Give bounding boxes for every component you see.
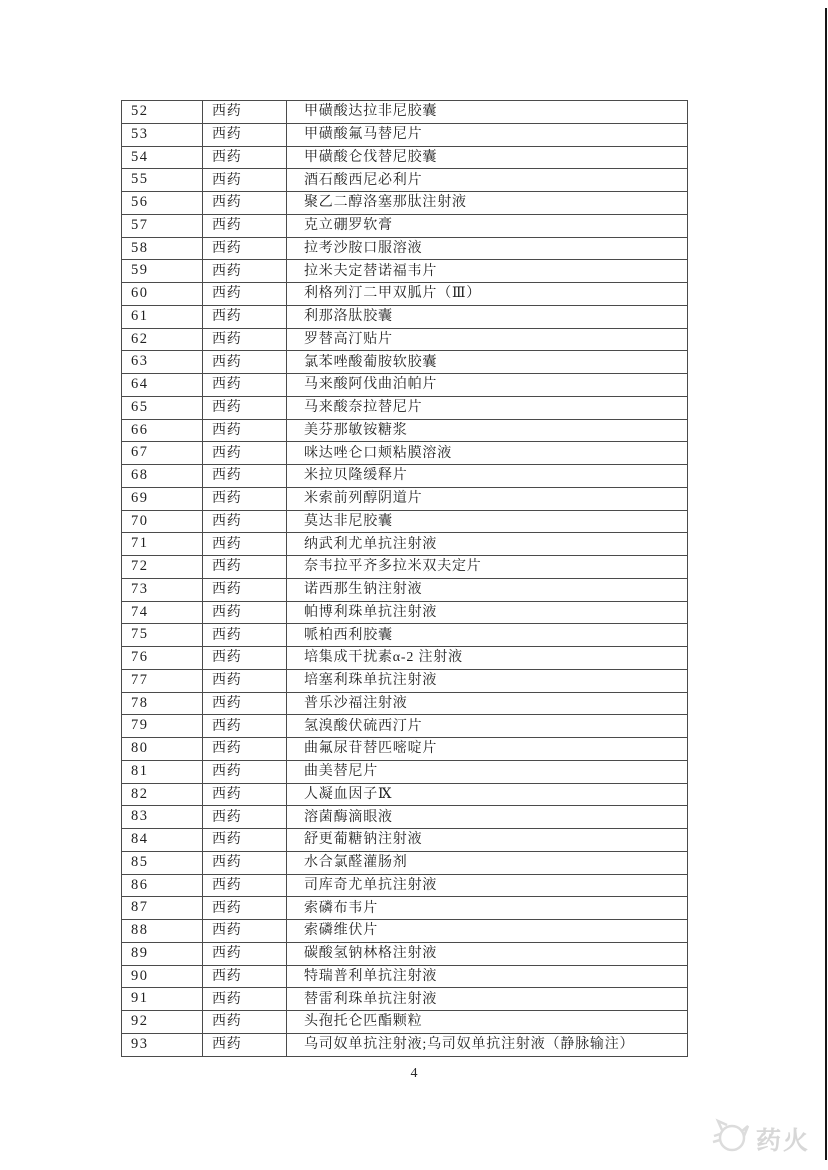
- drug-name-cell: 乌司奴单抗注射液;乌司奴单抗注射液（静脉输注）: [287, 1033, 688, 1056]
- row-number-cell: 63: [122, 351, 203, 374]
- category-cell: 西药: [203, 1011, 287, 1034]
- drug-name-cell: 哌柏西利胶囊: [287, 624, 688, 647]
- watermark-logo: [710, 1116, 810, 1161]
- category-cell: 西药: [203, 374, 287, 397]
- row-number-cell: 65: [122, 396, 203, 419]
- category-cell: 西药: [203, 260, 287, 283]
- row-number-cell: 87: [122, 897, 203, 920]
- drug-name-cell: 头孢托仑匹酯颗粒: [287, 1011, 688, 1034]
- drug-name-cell: 马来酸阿伐曲泊帕片: [287, 374, 688, 397]
- table-row: [122, 829, 688, 852]
- row-number-cell: 75: [122, 624, 203, 647]
- table-row: [122, 965, 688, 988]
- row-number-cell: 69: [122, 487, 203, 510]
- table-row: [122, 101, 688, 124]
- drug-list-table: [121, 100, 688, 1057]
- row-number-cell: 67: [122, 442, 203, 465]
- table-row: [122, 237, 688, 260]
- table-row: [122, 578, 688, 601]
- drug-name-cell: 咪达唑仑口颊粘膜溶液: [287, 442, 688, 465]
- table-row: [122, 533, 688, 556]
- category-cell: 西药: [203, 829, 287, 852]
- row-number-cell: 70: [122, 510, 203, 533]
- table-row: [122, 1011, 688, 1034]
- row-number-cell: 64: [122, 374, 203, 397]
- drug-name-cell: 拉考沙胺口服溶液: [287, 237, 688, 260]
- drug-name-cell: 培塞利珠单抗注射液: [287, 669, 688, 692]
- category-cell: 西药: [203, 351, 287, 374]
- drug-name-cell: 美芬那敏铵糖浆: [287, 419, 688, 442]
- table-row: [122, 601, 688, 624]
- table-row: [122, 169, 688, 192]
- category-cell: 西药: [203, 465, 287, 488]
- row-number-cell: 76: [122, 647, 203, 670]
- table-row: [122, 351, 688, 374]
- category-cell: 西药: [203, 920, 287, 943]
- category-cell: 西药: [203, 533, 287, 556]
- drug-name-cell: 替雷利珠单抗注射液: [287, 988, 688, 1011]
- drug-name-cell: 酒石酸西尼必利片: [287, 169, 688, 192]
- category-cell: 西药: [203, 806, 287, 829]
- row-number-cell: 74: [122, 601, 203, 624]
- table-row: [122, 214, 688, 237]
- table-row: [122, 465, 688, 488]
- table-row: [122, 760, 688, 783]
- drug-table-body: [122, 101, 688, 1057]
- category-cell: 西药: [203, 874, 287, 897]
- category-cell: 西药: [203, 760, 287, 783]
- page-number: 4: [410, 1066, 418, 1081]
- table-row: [122, 260, 688, 283]
- table-row: [122, 283, 688, 306]
- table-row: [122, 715, 688, 738]
- drug-name-cell: 索磷布韦片: [287, 897, 688, 920]
- table-row: [122, 783, 688, 806]
- category-cell: 西药: [203, 192, 287, 215]
- category-cell: 西药: [203, 396, 287, 419]
- drug-name-cell: 普乐沙福注射液: [287, 692, 688, 715]
- drug-name-cell: 利格列汀二甲双胍片（Ⅲ）: [287, 283, 688, 306]
- row-number-cell: 93: [122, 1033, 203, 1056]
- table-row: [122, 123, 688, 146]
- row-number-cell: 55: [122, 169, 203, 192]
- category-cell: 西药: [203, 942, 287, 965]
- drug-name-cell: 聚乙二醇洛塞那肽注射液: [287, 192, 688, 215]
- table-row: [122, 738, 688, 761]
- drug-name-cell: 司库奇尤单抗注射液: [287, 874, 688, 897]
- table-row: [122, 669, 688, 692]
- row-number-cell: 73: [122, 578, 203, 601]
- category-cell: 西药: [203, 305, 287, 328]
- category-cell: 西药: [203, 214, 287, 237]
- row-number-cell: 57: [122, 214, 203, 237]
- drug-name-cell: 甲磺酸达拉非尼胶囊: [287, 101, 688, 124]
- drug-name-cell: 米索前列醇阴道片: [287, 487, 688, 510]
- drug-name-cell: 纳武利尤单抗注射液: [287, 533, 688, 556]
- row-number-cell: 84: [122, 829, 203, 852]
- drug-name-cell: 利那洛肽胶囊: [287, 305, 688, 328]
- category-cell: 西药: [203, 988, 287, 1011]
- category-cell: 西药: [203, 851, 287, 874]
- category-cell: 西药: [203, 237, 287, 260]
- category-cell: 西药: [203, 783, 287, 806]
- category-cell: 西药: [203, 647, 287, 670]
- row-number-cell: 90: [122, 965, 203, 988]
- drug-name-cell: 舒更葡糖钠注射液: [287, 829, 688, 852]
- category-cell: 西药: [203, 578, 287, 601]
- drug-name-cell: 溶菌酶滴眼液: [287, 806, 688, 829]
- row-number-cell: 91: [122, 988, 203, 1011]
- row-number-cell: 79: [122, 715, 203, 738]
- category-cell: 西药: [203, 442, 287, 465]
- category-cell: 西药: [203, 283, 287, 306]
- category-cell: 西药: [203, 897, 287, 920]
- row-number-cell: 61: [122, 305, 203, 328]
- drug-name-cell: 克立硼罗软膏: [287, 214, 688, 237]
- row-number-cell: 52: [122, 101, 203, 124]
- row-number-cell: 85: [122, 851, 203, 874]
- table-row: [122, 396, 688, 419]
- drug-name-cell: 马来酸奈拉替尼片: [287, 396, 688, 419]
- drug-name-cell: 甲磺酸氟马替尼片: [287, 123, 688, 146]
- row-number-cell: 60: [122, 283, 203, 306]
- row-number-cell: 88: [122, 920, 203, 943]
- category-cell: 西药: [203, 419, 287, 442]
- drug-name-cell: 米拉贝隆缓释片: [287, 465, 688, 488]
- drug-name-cell: 碳酸氢钠林格注射液: [287, 942, 688, 965]
- row-number-cell: 92: [122, 1011, 203, 1034]
- table-row: [122, 146, 688, 169]
- drug-name-cell: 氢溴酸伏硫西汀片: [287, 715, 688, 738]
- category-cell: 西药: [203, 101, 287, 124]
- row-number-cell: 78: [122, 692, 203, 715]
- category-cell: 西药: [203, 510, 287, 533]
- table-row: [122, 305, 688, 328]
- row-number-cell: 83: [122, 806, 203, 829]
- drug-name-cell: 氯苯唑酸葡胺软胶囊: [287, 351, 688, 374]
- drug-name-cell: 拉米夫定替诺福韦片: [287, 260, 688, 283]
- row-number-cell: 62: [122, 328, 203, 351]
- drug-name-cell: 奈韦拉平齐多拉米双夫定片: [287, 556, 688, 579]
- row-number-cell: 77: [122, 669, 203, 692]
- row-number-cell: 82: [122, 783, 203, 806]
- category-cell: 西药: [203, 601, 287, 624]
- row-number-cell: 54: [122, 146, 203, 169]
- row-number-cell: 89: [122, 942, 203, 965]
- cat-logo-icon: [710, 1116, 752, 1161]
- drug-name-cell: 曲氟尿苷替匹嘧啶片: [287, 738, 688, 761]
- row-number-cell: 58: [122, 237, 203, 260]
- table-row: [122, 1033, 688, 1056]
- category-cell: 西药: [203, 738, 287, 761]
- row-number-cell: 71: [122, 533, 203, 556]
- table-row: [122, 851, 688, 874]
- category-cell: 西药: [203, 123, 287, 146]
- category-cell: 西药: [203, 169, 287, 192]
- scan-artifact-line: [825, 8, 827, 1160]
- drug-name-cell: 罗替高汀贴片: [287, 328, 688, 351]
- drug-name-cell: 莫达非尼胶囊: [287, 510, 688, 533]
- table-row: [122, 192, 688, 215]
- category-cell: 西药: [203, 487, 287, 510]
- drug-name-cell: 水合氯醛灌肠剂: [287, 851, 688, 874]
- table-row: [122, 328, 688, 351]
- category-cell: 西药: [203, 669, 287, 692]
- category-cell: 西药: [203, 146, 287, 169]
- table-row: [122, 942, 688, 965]
- row-number-cell: 81: [122, 760, 203, 783]
- table-row: [122, 556, 688, 579]
- table-row: [122, 692, 688, 715]
- drug-name-cell: 人凝血因子Ⅸ: [287, 783, 688, 806]
- category-cell: 西药: [203, 556, 287, 579]
- drug-name-cell: 索磷维伏片: [287, 920, 688, 943]
- drug-name-cell: 培集成干扰素α-2 注射液: [287, 647, 688, 670]
- table-row: [122, 874, 688, 897]
- category-cell: 西药: [203, 965, 287, 988]
- row-number-cell: 86: [122, 874, 203, 897]
- row-number-cell: 80: [122, 738, 203, 761]
- drug-name-cell: 诺西那生钠注射液: [287, 578, 688, 601]
- table-row: [122, 806, 688, 829]
- category-cell: 西药: [203, 328, 287, 351]
- watermark-text: 药火: [756, 1127, 811, 1155]
- table-row: [122, 624, 688, 647]
- drug-name-cell: 特瑞普利单抗注射液: [287, 965, 688, 988]
- row-number-cell: 66: [122, 419, 203, 442]
- table-row: [122, 647, 688, 670]
- table-row: [122, 920, 688, 943]
- row-number-cell: 56: [122, 192, 203, 215]
- table-row: [122, 510, 688, 533]
- drug-name-cell: 曲美替尼片: [287, 760, 688, 783]
- row-number-cell: 53: [122, 123, 203, 146]
- category-cell: 西药: [203, 692, 287, 715]
- drug-name-cell: 帕博利珠单抗注射液: [287, 601, 688, 624]
- table-row: [122, 442, 688, 465]
- table-row: [122, 419, 688, 442]
- table-row: [122, 897, 688, 920]
- drug-name-cell: 甲磺酸仑伐替尼胶囊: [287, 146, 688, 169]
- category-cell: 西药: [203, 715, 287, 738]
- table-row: [122, 487, 688, 510]
- row-number-cell: 68: [122, 465, 203, 488]
- table-row: [122, 374, 688, 397]
- row-number-cell: 72: [122, 556, 203, 579]
- category-cell: 西药: [203, 1033, 287, 1056]
- category-cell: 西药: [203, 624, 287, 647]
- row-number-cell: 59: [122, 260, 203, 283]
- table-row: [122, 988, 688, 1011]
